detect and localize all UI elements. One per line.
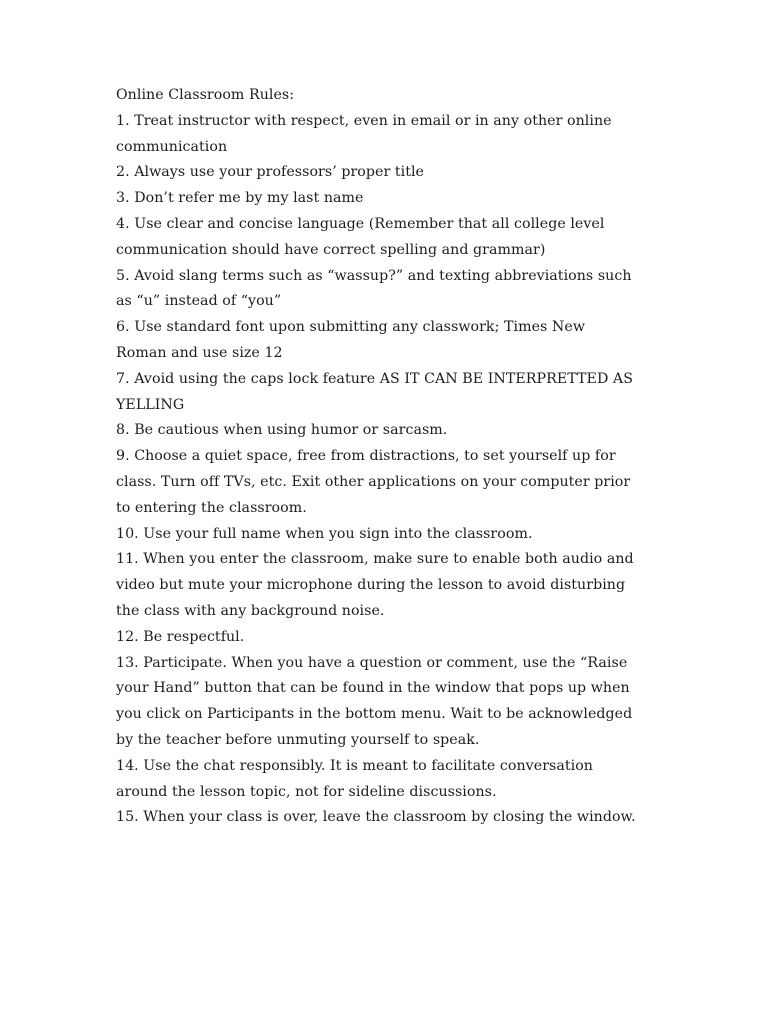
rule-item-6 (116, 315, 636, 367)
rule-text: 11. When you enter the classroom, make sure to enable both audio and video but mute your microphone during the lesson to avoid disturbing the class with any background noise. (116, 551, 634, 619)
rule-item-2 (116, 160, 636, 186)
rule-text: 9. Choose a quiet space, free from distractions, to set yourself up for class. Turn off TVs, etc. Exit other applications on your computer prior to entering the classroom. (116, 448, 631, 516)
rule-text: 10. Use your full name when you sign into the classroom. (116, 525, 533, 542)
rule-item-8 (116, 418, 636, 444)
rule-item-4 (116, 212, 636, 264)
rule-item-5 (116, 264, 636, 316)
rule-item-12 (116, 625, 636, 651)
rule-item-15 (116, 805, 756, 831)
rule-item-1 (116, 109, 636, 161)
rule-text: 4. Use clear and concise language (Remember that all college level communication should have correct spelling and grammar) (116, 215, 605, 258)
rule-text: 13. Participate. When you have a question or comment, use the “Raise your Hand” button that can be found in the window that pops up when you click on Participants in the bottom menu. Wait to be acknowledged by the teacher before unmuting yourself to speak. (116, 654, 633, 748)
rule-text: 3. Don’t refer me by my last name (116, 190, 364, 207)
rule-text: 5. Avoid slang terms such as “wassup?” and texting abbreviations such as “u” instead of “you” (116, 267, 632, 310)
rule-item-3 (116, 186, 636, 212)
rule-text: 7. Avoid using the caps lock feature AS IT CAN BE INTERPRETTED AS YELLING (116, 370, 633, 413)
rule-text: 1. Treat instructor with respect, even in email or in any other online communication (116, 112, 612, 155)
rule-item-13 (116, 651, 636, 754)
rule-item-11 (116, 547, 636, 624)
rule-text: 2. Always use your professors’ proper title (116, 164, 424, 181)
rules-list (116, 109, 756, 831)
rule-item-7 (116, 367, 636, 419)
rule-text: 12. Be respectful. (116, 628, 245, 645)
rule-text: 15. When your class is over, leave the classroom by closing the window. (116, 809, 636, 826)
rule-item-14 (116, 754, 636, 806)
rule-item-10 (116, 522, 636, 548)
document-title: Online Classroom Rules: (116, 87, 295, 103)
rule-text: 8. Be cautious when using humor or sarcasm. (116, 422, 448, 439)
document-body (116, 83, 756, 831)
rule-text: 14. Use the chat responsibly. It is meant to facilitate conversation around the lesson topic, not for sideline discussions. (116, 757, 593, 800)
rule-item-9 (116, 444, 636, 521)
rule-text: 6. Use standard font upon submitting any classwork; Times New Roman and use size 12 (116, 319, 586, 361)
